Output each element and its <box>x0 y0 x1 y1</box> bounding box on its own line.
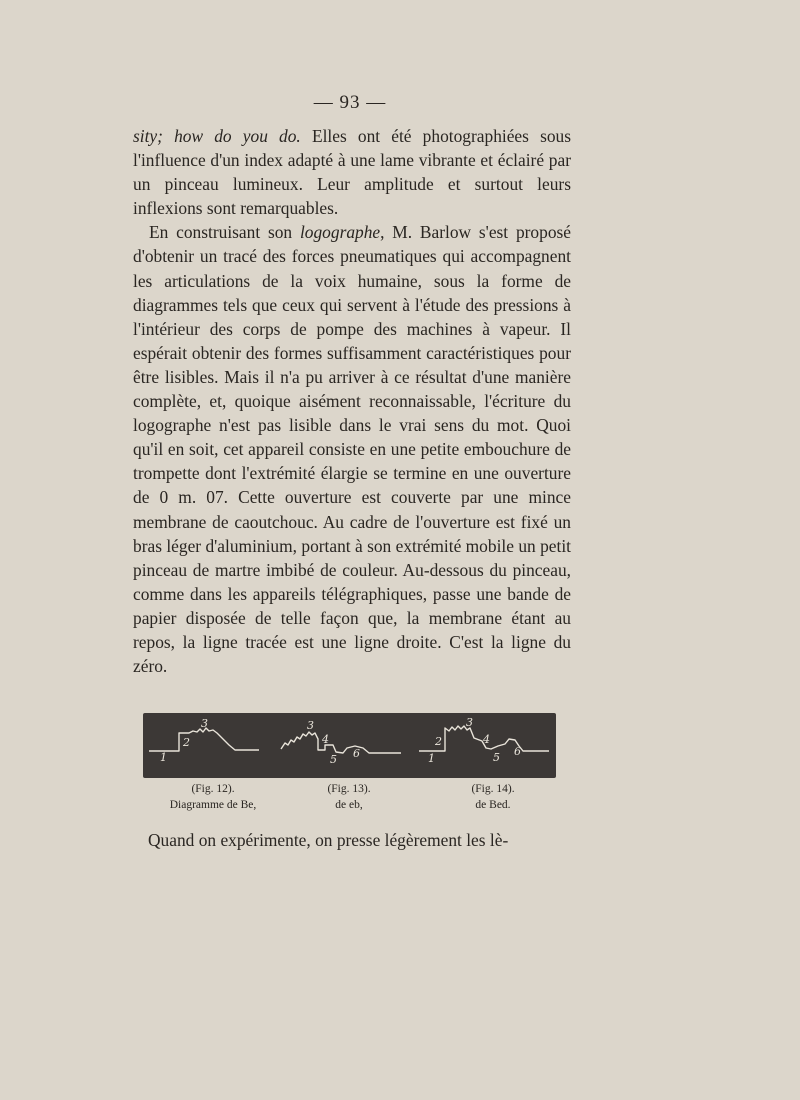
caption-fig-14 <box>423 781 563 813</box>
caption-fig-14-text: de Bed. <box>475 799 511 811</box>
fig-14-label-6: 6 <box>514 745 521 758</box>
logographe-term: logographe <box>299 222 381 243</box>
fig-14-label-5: 5 <box>493 751 500 764</box>
trace-fig-13 <box>281 732 401 753</box>
paragraph-1-text: Elles ont été photographiées sous l'influence d'un index adapté à une lame vibrante et éclairé par un pinceau lumineux. Leur amplitude et surtout leurs inflexions sont remarquables. <box>133 126 571 219</box>
paragraph-2-text: , M. Barlow s'est proposé d'obtenir un tracé des forces pneumatiques qui accompagnent les articulations de la voix humaine, sous la forme de diagrammes tels que ceux qui servent à l'étude des pressions à l'intérieur des corps de pompe des machines à vapeur. Il espérait obtenir des formes suffisamment caractéristiques pour être lisibles. Mais il n'a pu arriver à ce résultat d'une manière complète, et, quoique aisément reconnaissable, l'écriture du logographe n'est pas lisible dans le vrai sens du mot. Quoi qu'il en soit, cet appareil consiste en une petite embouchure de trompette dont l'extrémité élargie se termine en une ouverture de 0 m. 07. Cette ouverture est couverte par une mince membrane de caoutchouc. Au cadre de l'ouverture est fixé un bras léger d'aluminium, portant à son extrémité mobile un petit pinceau de martre imbibé de couleur. Au-dessous du pinceau, comme dans les appareils télégraphiques, passe une bande de papier disposée de telle façon que, la membrane étant au repos, la ligne tracée est une ligne droite. C'est la ligne du zéro. <box>133 222 572 677</box>
fig-14-label-1: 1 <box>428 752 435 765</box>
trace-fig-12 <box>149 728 259 751</box>
caption-fig-14-number: (Fig. 14). <box>471 783 515 795</box>
fig-13-label-3: 3 <box>307 719 314 732</box>
caption-fig-12 <box>143 781 283 813</box>
body-text <box>133 124 571 678</box>
caption-fig-13-number: (Fig. 13). <box>327 783 371 795</box>
closing-line: Quand on expérimente, on presse légèrement les lè- <box>148 830 509 850</box>
caption-fig-12-text: Diagramme de Be, <box>169 799 257 811</box>
fig-12-label-2: 2 <box>183 736 190 749</box>
paragraph-2-start: En construisant son <box>149 222 300 243</box>
fig-12-label-1: 1 <box>160 751 167 764</box>
caption-fig-13-text: de eb, <box>335 799 363 811</box>
logograph-diagram-figure <box>143 713 556 778</box>
caption-fig-13 <box>279 781 419 813</box>
fig-13-label-4: 4 <box>322 733 329 746</box>
fig-13-label-5: 5 <box>330 753 337 766</box>
fig-14-label-4: 4 <box>483 733 490 746</box>
page-number: — 93 — <box>313 92 387 113</box>
paragraph-1 <box>133 124 571 220</box>
logograph-traces <box>143 713 556 778</box>
paragraph-1-lead: sity; how do you do. <box>133 126 301 146</box>
paragraph-2 <box>133 220 571 678</box>
caption-fig-12-number: (Fig. 12). <box>191 783 235 795</box>
fig-13-label-6: 6 <box>353 747 360 760</box>
fig-14-label-2: 2 <box>435 735 442 748</box>
fig-14-label-3: 3 <box>466 716 473 729</box>
fig-12-label-3: 3 <box>201 717 208 730</box>
